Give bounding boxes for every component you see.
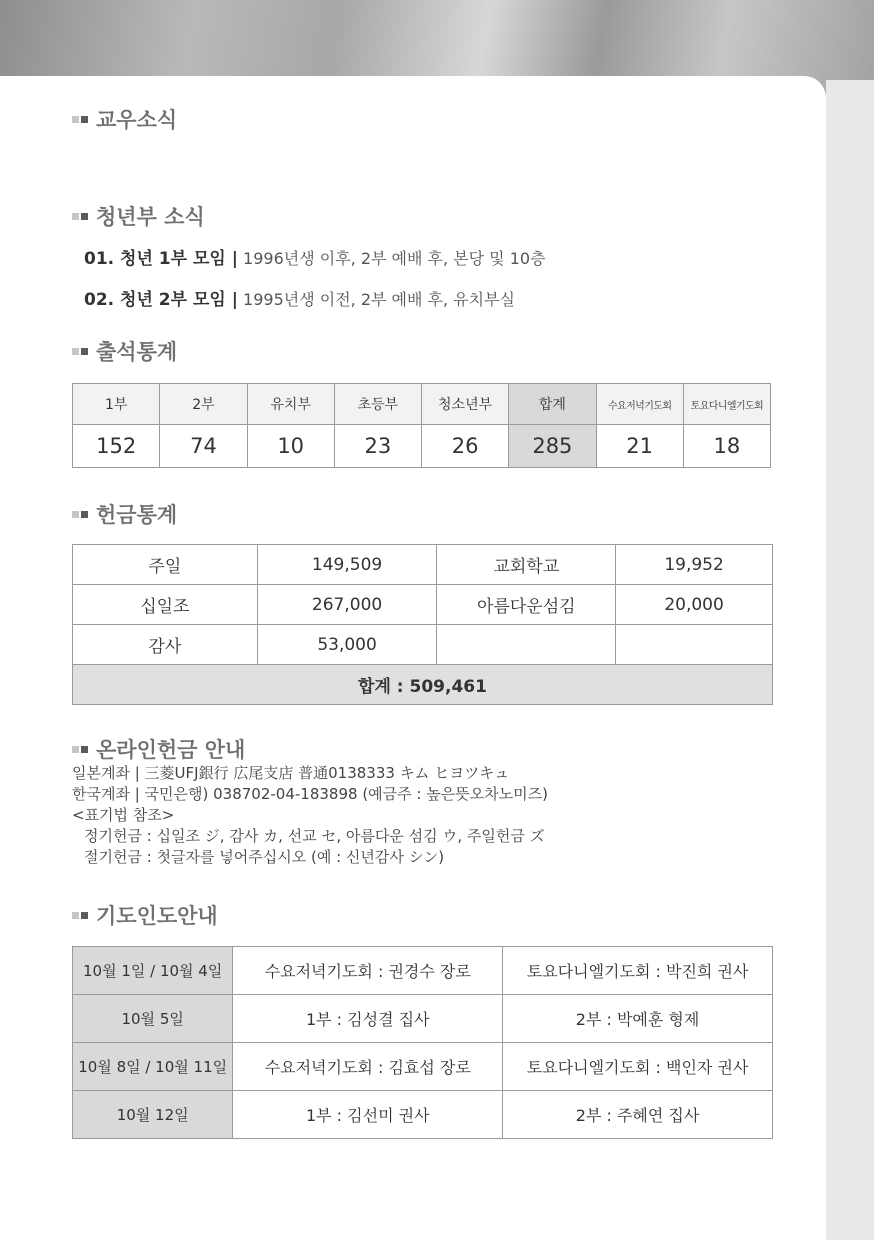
attendance-value: 21 — [596, 425, 683, 468]
attendance-value: 10 — [247, 425, 334, 468]
youth-item-text: 1996년생 이후, 2부 예배 후, 본당 및 10층 — [243, 249, 546, 268]
attendance-value: 26 — [421, 425, 508, 468]
attendance-header-row — [73, 384, 771, 425]
table-row — [73, 995, 773, 1043]
bullet-icon — [81, 746, 88, 753]
section-title: 출석통계 — [96, 340, 178, 364]
youth-item — [84, 244, 546, 269]
attendance-value-total: 285 — [509, 425, 596, 468]
offering-total: 합계 : 509,461 — [73, 665, 773, 705]
section-heading-prayer — [72, 900, 218, 930]
attendance-value-row — [73, 425, 771, 468]
section-heading-youth — [72, 201, 205, 231]
offering-cell: 아름다운섬김 — [437, 585, 616, 625]
occasional-offering-notation: 절기헌금 : 첫글자를 넣어주십시오 (예 : 신년감사 シン) — [84, 848, 445, 866]
section-heading-alumni — [72, 104, 177, 134]
offering-cell: 주일 — [73, 545, 258, 585]
attendance-header: 유치부 — [247, 384, 334, 425]
prayer-cell: 토요다니엘기도회 : 백인자 권사 — [503, 1043, 773, 1091]
youth-item-label: 01. 청년 1부 모임 | — [84, 249, 238, 269]
korea-account: 한국계좌 | 국민은행) 038702-04-183898 (예금주 : 높은뜻오차노미즈) — [72, 785, 549, 803]
prayer-cell: 수요저녁기도회 : 권경수 장로 — [233, 947, 503, 995]
bullet-icon — [72, 116, 79, 123]
attendance-header: 1부 — [73, 384, 160, 425]
prayer-cell: 2부 : 박예훈 형제 — [503, 995, 773, 1043]
youth-item — [84, 285, 515, 310]
table-row — [73, 1043, 773, 1091]
attendance-value: 74 — [160, 425, 247, 468]
offering-cell — [437, 625, 616, 665]
bullet-icon — [81, 511, 88, 518]
table-row — [73, 625, 773, 665]
offering-cell: 감사 — [73, 625, 258, 665]
offering-cell: 20,000 — [616, 585, 773, 625]
japan-account: 일본계좌 | 三菱UFJ銀行 広尾支店 普通0138333 キム ヒヨツキュ — [72, 764, 510, 782]
bullet-icon — [72, 213, 79, 220]
regular-offering-notation: 정기헌금 : 십일조 ジ, 감사 カ, 선교 セ, 아름다운 섬김 ウ, 주일헌금 ズ — [84, 827, 545, 845]
prayer-date: 10월 12일 — [73, 1091, 233, 1139]
section-title: 교우소식 — [96, 108, 178, 132]
table-row — [73, 947, 773, 995]
offering-cell: 149,509 — [257, 545, 437, 585]
bullet-icon — [81, 348, 88, 355]
youth-item-text: 1995년생 이전, 2부 예배 후, 유치부실 — [243, 290, 516, 309]
bullet-icon — [81, 912, 88, 919]
prayer-cell: 토요다니엘기도회 : 박진희 권사 — [503, 947, 773, 995]
prayer-cell: 수요저녁기도회 : 김효섭 장로 — [233, 1043, 503, 1091]
section-heading-attendance — [72, 336, 177, 366]
prayer-date: 10월 5일 — [73, 995, 233, 1043]
prayer-cell: 2부 : 주혜연 집사 — [503, 1091, 773, 1139]
prayer-cell: 1부 : 김선미 권사 — [233, 1091, 503, 1139]
section-title: 온라인헌금 안내 — [96, 738, 246, 762]
prayer-cell: 1부 : 김성결 집사 — [233, 995, 503, 1043]
section-heading-online — [72, 734, 245, 764]
online-offering-info — [72, 763, 548, 868]
offering-table — [72, 544, 773, 705]
prayer-date: 10월 1일 / 10월 4일 — [73, 947, 233, 995]
notation-title: <표기법 참조> — [72, 806, 175, 824]
bullet-icon — [81, 213, 88, 220]
attendance-table — [72, 383, 771, 468]
offering-cell: 53,000 — [257, 625, 437, 665]
prayer-table — [72, 946, 773, 1139]
attendance-header: 수요저녁기도회 — [596, 384, 683, 425]
bullet-icon — [72, 511, 79, 518]
section-title: 헌금통계 — [96, 503, 178, 527]
bullet-icon — [72, 348, 79, 355]
offering-cell: 267,000 — [257, 585, 437, 625]
page-edge-strip — [826, 80, 874, 1240]
table-row — [73, 545, 773, 585]
offering-total-row — [73, 665, 773, 705]
attendance-value: 23 — [334, 425, 421, 468]
section-heading-offering — [72, 499, 177, 529]
attendance-header: 2부 — [160, 384, 247, 425]
attendance-value: 152 — [73, 425, 160, 468]
section-title: 청년부 소식 — [96, 205, 205, 229]
table-row — [73, 585, 773, 625]
attendance-header: 토요다니엘기도회 — [683, 384, 770, 425]
attendance-value: 18 — [683, 425, 770, 468]
prayer-date: 10월 8일 / 10월 11일 — [73, 1043, 233, 1091]
attendance-header: 청소년부 — [421, 384, 508, 425]
bullet-icon — [81, 116, 88, 123]
offering-cell: 십일조 — [73, 585, 258, 625]
offering-cell — [616, 625, 773, 665]
attendance-header-total: 합계 — [509, 384, 596, 425]
bullet-icon — [72, 746, 79, 753]
attendance-header: 초등부 — [334, 384, 421, 425]
offering-cell: 19,952 — [616, 545, 773, 585]
youth-item-label: 02. 청년 2부 모임 | — [84, 290, 238, 310]
section-title: 기도인도안내 — [96, 904, 218, 928]
bullet-icon — [72, 912, 79, 919]
offering-cell: 교회학교 — [437, 545, 616, 585]
table-row — [73, 1091, 773, 1139]
